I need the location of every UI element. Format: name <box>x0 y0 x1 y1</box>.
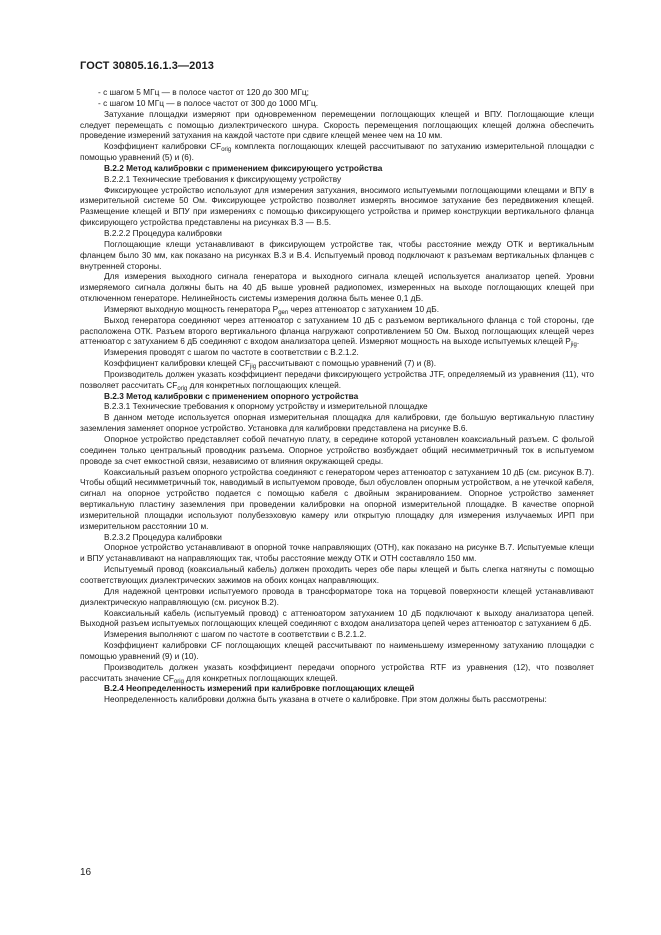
paragraph-centering: Для надежной центровки испытуемого провода в трансформаторе тока на торцевой поверхности клещей устанавливают диэлектрическую направляющую (см. рисунок В.2). <box>80 585 594 607</box>
paragraph-reference-site: В данном методе используется опорная измерительная площадка для калибровки, где большую вертикальную пластину заземления заменяет опорное устройство. Установка для калибровки представлена на рисунке В.6. <box>80 412 594 434</box>
body-text <box>80 87 594 705</box>
paragraph-pgen: Измеряют выходную мощность генератора $P_{gen}$ через аттенюатор с затуханием 10 дБ. <box>104 303 440 316</box>
paragraph-cf-jig: Коэффициент калибровки клещей $CF_{jig}$ рассчитывают с помощью уравнений (7) и (8). <box>104 358 437 371</box>
paragraph-jig-purpose: Фиксирующее устройство используют для измерения затухания, вносимого испытуемыми поглощающими клещами и ВПУ в измерительной системе 50 Ом. Фиксирующее устройство позволяет измерять вносимое затухание без передвижения клещей. Размещение клещей и ВПУ при измерениях с помощью фиксирующего устройства и пример конструкции вертикального фланца фиксирующего устройства представлены на рисунках В.3 — В.5. <box>80 184 594 228</box>
subsection-heading-b232: В.2.3.2 Процедура калибровки <box>104 531 222 542</box>
paragraph-coax-connector: Коаксиальный разъем опорного устройства соединяют с генератором через аттенюатор с затуханием 10 дБ (см. рисунок В.7). Чтобы общий несимметричный ток, наводимый в испытуемом проводе, был обусловлен опорным устройством, а не утечкой кабеля, сигнал на опорное устройство подается с помощью кабеля с двойным экранированием. Опорное устройство заменяет вертикальную пластину заземления при проведении калибровки на опорной измерительной площадке. В качестве опорной измерительной площадки используют полубезэховую камеру или открытую площадку для измерения излучаемых ИРП при измерительном расстоянии 10 м. <box>80 466 594 531</box>
paragraph-uncertainty: Неопределенность калибровки должна быть указана в отчете о калибровке. При этом должны быть рассмотрены: <box>104 694 547 705</box>
page-number: 16 <box>80 867 92 878</box>
paragraph-network-analyzer: Для измерения выходного сигнала генератора и выходного сигнала клещей используется анализатор цепей. Уровни измеряемого сигнала должны быть на 40 дБ выше уровней радиопомех, измеренных на выходе поглощающих клещей при отключенном генераторе. Нелинейность системы измерения должна быть менее 0,1 дБ. <box>80 271 594 304</box>
subsection-heading-b222: В.2.2.2 Процедура калибровки <box>104 227 222 238</box>
paragraph-pjig: Выход генератора соединяют через аттенюатор с затуханием 10 дБ с разъемом вертикального фланца с той стороны, где расположена ОТК. Разъем второго вертикального фланца нагружают сопротивлением 50 Ом. Выход поглощающих клещей через аттенюатор с затуханием 6 дБ соединяют с входом анализатора цепей. Измеряют мощность на выходе испытуемых клещей $P_{jig}$. <box>80 314 594 349</box>
paragraph-jtf: Производитель должен указать коэффициент передачи фиксирующего устройства JTF, определяемый из уравнения (11), что позволяет рассчитать $CF_{orig}$ для конкретных поглощающих клещей. <box>80 368 594 392</box>
paragraph-coax-cable: Коаксиальный кабель (испытуемый провод) с аттенюатором затуханием 10 дБ подключают к выходу анализатора цепей. Выходной разъем испытуемых поглощающих клещей соединяют с входом анализатора цепей через аттенюатор с затуханием 6 дБ. <box>80 607 594 629</box>
list-item-step-5mhz: - с шагом 5 МГц — в полосе частот от 120 до 300 МГц; <box>98 87 309 97</box>
paragraph-clamp-placement: Поглощающие клещи устанавливают в фиксирующем устройстве так, чтобы расстояние между ОТК и вертикальным фланцем было 30 мм, как показано на рисунках В.3 и В.4. Испытуемый провод подключают к разъемам вертикальных фланцев с внутренней стороны. <box>80 238 594 271</box>
paragraph-frequency-step-1: Измерения проводят с шагом по частоте в соответствии с В.2.1.2. <box>104 347 359 358</box>
section-heading-b24: В.2.4 Неопределенность измерений при калибровке поглощающих клещей <box>104 683 415 694</box>
paragraph-frequency-step-2: Измерения выполняют с шагом по частоте в соответствии с В.2.1.2. <box>104 629 367 640</box>
document-header: ГОСТ 30805.16.1.3—2013 <box>80 60 214 72</box>
section-heading-b22: В.2.2 Метод калибровки с применением фиксирующего устройства <box>104 162 383 173</box>
paragraph-rtf: Производитель должен указать коэффициент передачи опорного устройства RTF из уравнения (12), что позволяет рассчитать значение $CF_{orig}$ для конкретных поглощающих клещей. <box>80 661 594 685</box>
list-item-step-10mhz: - с шагом 10 МГц — в полосе частот от 300 до 1000 МГц. <box>98 97 319 108</box>
subsection-heading-b231: В.2.3.1 Технические требования к опорному устройству и измерительной площадке <box>104 401 428 412</box>
subsection-heading-b221: В.2.2.1 Технические требования к фиксирующему устройству <box>104 173 342 184</box>
paragraph-oth-placement: Опорное устройство устанавливают в опорной точке направляющих (ОТН), как показано на рисунке В.7. Испытуемые клещи и ВПУ устанавливают на направляющих так, чтобы расстояние между ОТК и ОТН составляло 150 мм. <box>80 542 594 564</box>
paragraph-site-attenuation: Затухание площадки измеряют при одновременном перемещении поглощающих клещей и ВПУ. Поглощающие клещи следует перемещать с помощью диэлектрического шнура. Скорость перемещения поглощающих клещей должна обеспечить проведение измерений затухания на каждой частоте при сдвиге клещей менее чем на 10 мм. <box>80 108 594 141</box>
section-heading-b23: В.2.3 Метод калибровки с применением опорного устройства <box>104 390 359 401</box>
paragraph-cf: Коэффициент калибровки CF поглощающих клещей рассчитывают по наименьшему измеренному затуханию площадки с помощью уравнений (9) и (10). <box>80 640 594 661</box>
paragraph-test-wire: Испытуемый провод (коаксиальный кабель) должен проходить через обе пары клещей и быть слегка натянуты с помощью соответствующих диэлектрических зажимов на обоих концах направляющих. <box>80 564 594 585</box>
paragraph-cf-orig: Коэффициент калибровки $CF_{orig}$ комплекта поглощающих клещей рассчитывают по затуханию измерительной площадки с помощью уравнений (5) и (6). <box>80 141 594 163</box>
paragraph-reference-device: Опорное устройство представляет собой печатную плату, в середине которой установлен коаксиальный разъем. С фольгой соединен только центральный проводник разъема. Опорное устройство возбуждает общий несимметричный ток в испытуемом проводе за счет емкостной связи, независимо от влияния окружающей среды. <box>80 434 594 466</box>
